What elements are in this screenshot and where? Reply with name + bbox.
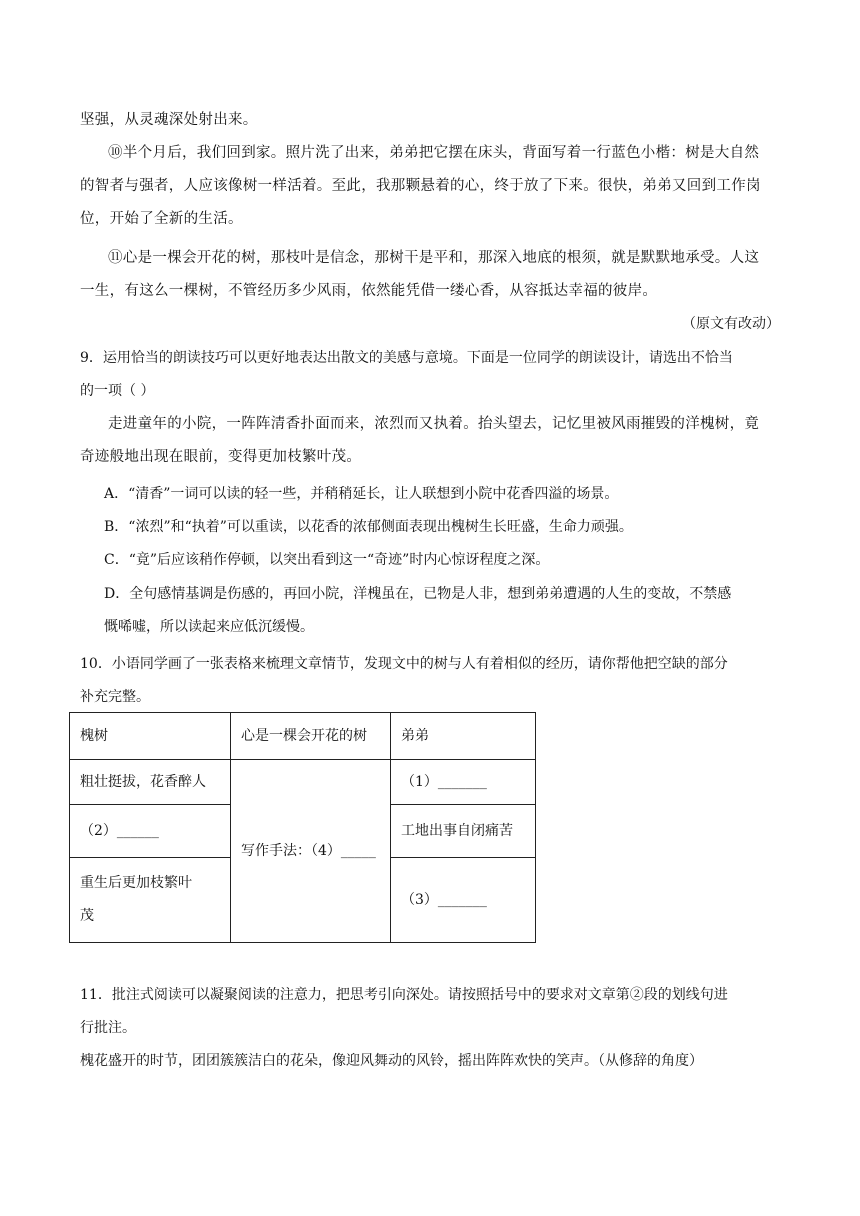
tree-cell-1: 粗壮挺拔，花香醉人 [70, 760, 231, 805]
option-a: A．“清香”一词可以读的轻一些，并稍稍延长，让人联想到小院中花香四溢的场景。 [104, 486, 619, 502]
paragraph-11-cont: 一生，有这么一棵树，不管经历多少风雨，依然能凭借一缕心香，从容抵达幸福的彼岸。 [80, 283, 658, 299]
option-d-cont: 慨唏嘘，所以读起来应低沉缓慢。 [104, 619, 314, 635]
option-c: C．“竟”后应该稍作停顿，以突出看到这一“奇迹”时内心惊讶程度之深。 [104, 552, 550, 568]
middle-cell: 写作手法：（4）_____ [231, 760, 391, 943]
tree-cell-3-line: 茂 [80, 908, 94, 924]
source-note: （原文有改动） [682, 316, 780, 332]
paragraph-10: ⑩半个月后，我们回到家。照片洗了出来，弟弟把它摆在床头，背面写着一行蓝色小楷：树是大自然 [108, 145, 760, 161]
question-9-stem: 9．运用恰当的朗读技巧可以更好地表达出散文的美感与意境。下面是一位同学的朗读设计，请选出不恰当 [80, 350, 733, 366]
paragraph-10-cont: 的智者与强者，人应该像树一样活着。至此，我那颗悬着的心，终于放了下来。很快，弟弟又回到工作岗 [80, 178, 761, 194]
tree-cell-2: （2）______ [70, 805, 231, 858]
question-9-quote: 走进童年的小院，一阵阵清香扑面而来，浓烈而又执着。抬头望去，记忆里被风雨摧毁的洋槐树，竟 [108, 416, 760, 432]
header-middle: 心是一棵会开花的树 [231, 713, 391, 760]
question-11-sentence: 槐花盛开的时节，团团簇簇洁白的花朵，像迎风舞动的风铃，摇出阵阵欢快的笑声。（从修辞的角度） [80, 1053, 703, 1069]
brother-cell-1: （1）_______ [391, 760, 536, 805]
brother-cell-3: （3）_______ [391, 858, 536, 943]
question-10-stem: 10．小语同学画了一张表格来梳理文章情节，发现文中的树与人有着相似的经历，请你帮他把空缺的部分 [80, 656, 728, 672]
tree-cell-3 [70, 858, 231, 943]
passage-line: 坚强，从灵魂深处射出来。 [80, 112, 258, 128]
option-d: D．全句感情基调是伤感的，再回小院，洋槐虽在，已物是人非，想到弟弟遭遇的人生的变故，不禁感 [104, 586, 732, 602]
paragraph-10-cont: 位，开始了全新的生活。 [80, 211, 243, 227]
header-brother: 弟弟 [391, 713, 536, 760]
tree-cell-3-line: 重生后更加枝繁叶 [80, 875, 192, 891]
question-9-stem-cont: 的一项（ ） [80, 383, 155, 399]
brother-cell-2: 工地出事自闭痛苦 [391, 805, 536, 858]
option-b: B．“浓烈”和“执着”可以重读，以花香的浓郁侧面表现出槐树生长旺盛，生命力顽强。 [104, 519, 633, 535]
question-9-quote-cont: 奇迹般地出现在眼前，变得更加枝繁叶茂。 [80, 449, 362, 465]
paragraph-11: ⑪心是一棵会开花的树，那枝叶是信念，那树干是平和，那深入地底的根须，就是默默地承受。人这 [108, 250, 760, 266]
plot-table [69, 712, 536, 943]
question-10-stem-cont: 补充完整。 [80, 689, 150, 705]
question-11-stem-cont: 行批注。 [80, 1020, 136, 1036]
question-11-stem: 11．批注式阅读可以凝聚阅读的注意力，把思考引向深处。请按照括号中的要求对文章第②段的划线句进 [80, 987, 728, 1003]
header-tree: 槐树 [70, 713, 231, 760]
